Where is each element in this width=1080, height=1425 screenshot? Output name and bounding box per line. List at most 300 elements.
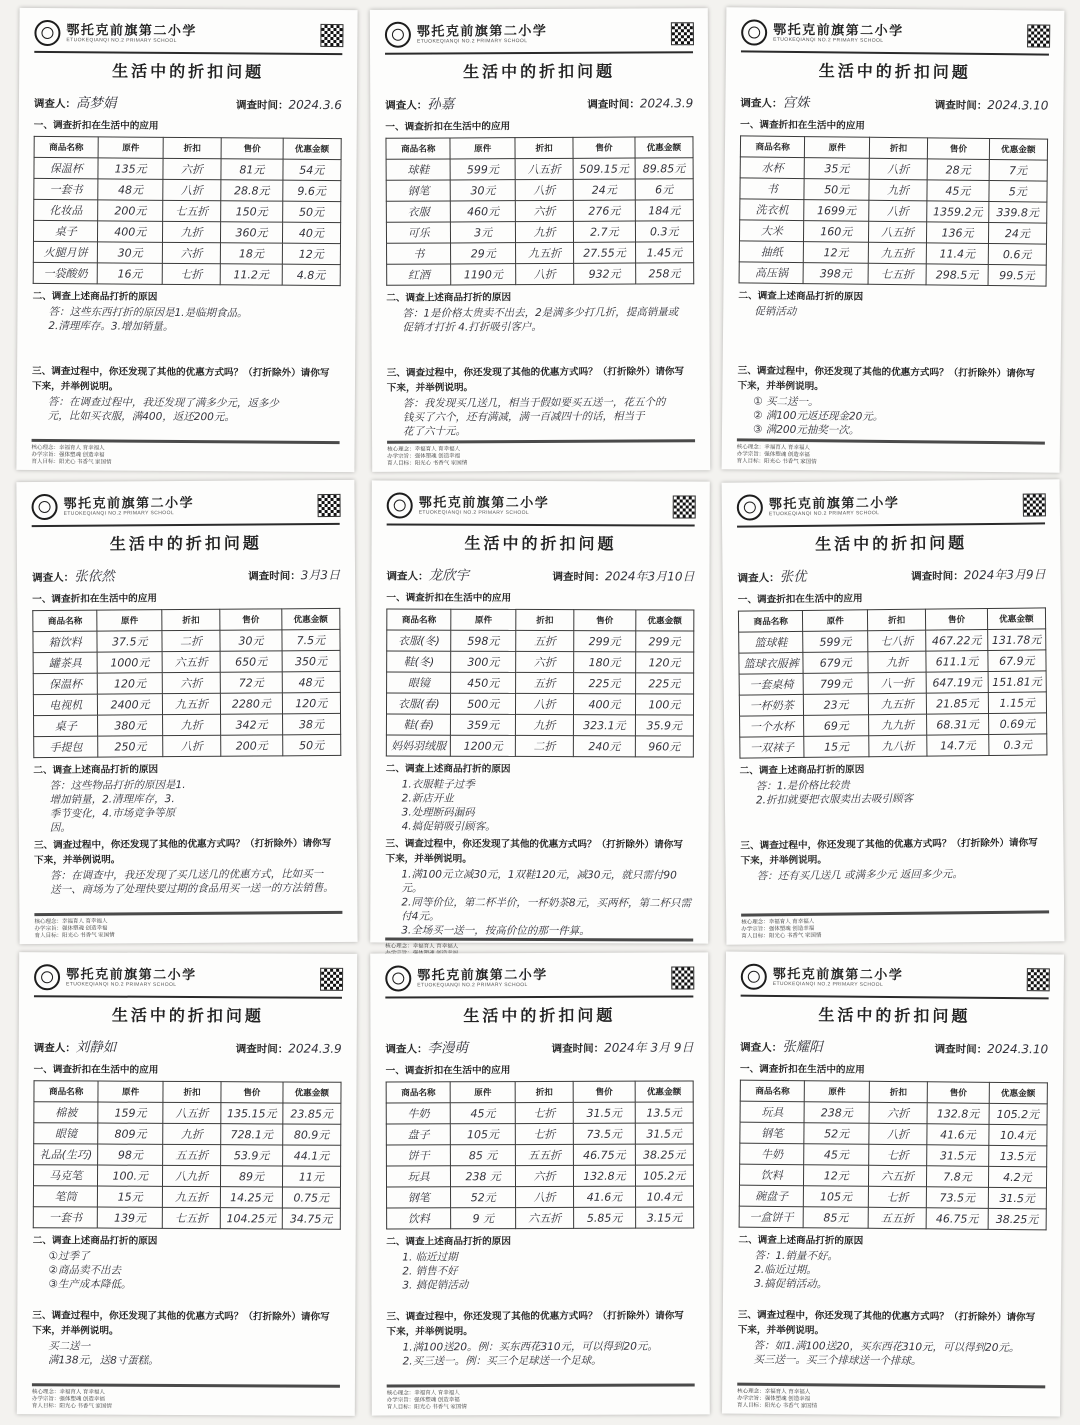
cell-original-price: 398元 [804,263,869,285]
form-title: 生活中的折扣问题 [111,1007,264,1026]
survey-meta-row [32,563,340,585]
school-name-block [63,495,194,517]
cell-discount: 二折 [162,630,220,651]
column-header-sale-price: 售价 [221,138,283,159]
column-header-savings: 优惠金额 [635,1081,693,1102]
products-table-body [386,1102,693,1229]
cell-product-name: 妈妈羽绒服 [386,735,451,756]
cell-sale-price: 650元 [220,651,282,672]
cell-product-name: 篮球鞋 [739,631,804,653]
investigator-name: 孙嘉 [427,96,455,113]
answer-line: 3.全场买一送一，按高价位的那一件算。 [401,924,590,938]
cell-sale-price: 46.75元 [574,1144,635,1165]
qr-code-icon [672,967,693,988]
time-label: 调查时间： [235,100,289,112]
cell-sale-price: 72元 [220,672,282,693]
answer-line: ① 买二送一。 [753,395,819,409]
cell-discount: 九八折 [869,735,928,757]
column-header-savings: 优惠金额 [989,1082,1048,1104]
column-header-discount: 折扣 [869,1081,928,1103]
cell-savings: 0.75元 [282,1187,340,1208]
school-subtitle: ETUOKEQIANQI NO.2 PRIMARY SCHOOL [66,36,177,44]
school-name: 鄂托克前旗第二小学 [417,966,548,982]
section3-heading-line1: 三、调查过程中，你还发现了其他的优惠方式吗？（打折除外）请你写 [385,838,683,851]
cell-sale-price: 647.19元 [926,672,988,694]
column-header-discount: 折扣 [869,137,928,159]
investigator-label: 调查人： [740,98,783,110]
column-header-product-name: 商品名称 [386,1082,451,1103]
answer-line: ①过季了 [48,1250,90,1263]
answer-line: 2.临近过期。 [754,1263,817,1277]
cell-savings: 13.5元 [988,1145,1047,1167]
products-table [33,136,342,286]
answer-line: 花了六十元。 [402,425,467,438]
answer-line: 2.买三送一。例：买三个足球送一个足球。 [402,1354,602,1368]
table-row [387,651,694,673]
cell-sale-price: 150元 [221,201,283,222]
cell-original-price: 98元 [98,1144,163,1165]
cell-sale-price: 225元 [574,673,635,694]
table-row [33,671,340,694]
section2-heading: 二、调查上述商品打折的原因 [386,292,512,304]
cell-sale-price: 135.15元 [221,1103,282,1124]
cell-savings: 38.25元 [988,1208,1047,1230]
school-name-block [417,23,548,45]
products-table-body [33,1102,341,1230]
cell-savings: 120元 [282,692,340,713]
cell-discount: 八折 [869,1123,928,1145]
table-row [386,714,693,736]
cell-product-name: 盘子 [386,1124,451,1145]
footer-line: 育人目标：阳光心 书香气 家国情 [34,932,115,940]
column-header-sale-price: 售价 [927,1082,989,1104]
cell-product-name: 一双袜子 [740,736,805,758]
time-label: 调查时间： [235,1044,289,1056]
cell-discount: 九五折 [515,242,573,263]
cell-discount: 九折 [162,714,220,735]
cell-savings: 54元 [283,159,341,180]
cell-product-name: 桌子 [33,220,98,241]
cell-discount: 七折 [869,1144,928,1166]
products-table [739,1080,1048,1231]
section1-heading: 一、调查折扣在生活中的应用 [33,119,159,132]
cell-original-price: 160元 [804,221,869,243]
cell-discount: 八折 [163,735,221,756]
cell-savings: 120元 [635,652,693,673]
school-emblem-icon [737,494,763,520]
cell-original-price: 29元 [451,243,516,264]
section1-heading: 一、调查折扣在生活中的应用 [33,1064,159,1076]
cell-original-price: 3元 [451,222,516,243]
cell-product-name: 饮料 [387,1208,452,1229]
worksheet-card [370,952,710,1415]
cell-savings: 960元 [635,736,693,757]
cell-product-name: 高压锅 [739,262,804,284]
column-header-savings: 优惠金额 [989,139,1048,161]
cell-sale-price: 7.8元 [927,1166,989,1188]
column-header-original-price: 原件 [805,1081,870,1103]
footer-line: 核心理念：幸福育人 育幸福人 [31,444,105,452]
cell-product-name: 箱饮料 [33,631,98,652]
time-label: 调查时间： [911,571,964,583]
cell-discount: 七折 [515,1102,573,1123]
table-row [386,1123,693,1145]
column-header-savings: 优惠金额 [283,1082,341,1103]
answer-line: 1.衣服鞋子过季 [401,778,475,791]
table-row [34,734,341,757]
investigator-label: 调查人： [33,98,76,111]
cell-discount: 五折 [516,672,574,693]
section2-answer [756,776,1049,833]
table-row [33,220,340,243]
cell-original-price: 48元 [98,179,163,200]
survey-meta-row [740,1035,1048,1058]
answer-line: 买二送一 [48,1340,91,1353]
section3-heading-line1: 三、调查过程中，你还发现了其他的优惠方式吗？（打折除外）请你写 [737,365,1036,380]
worksheet-footer [32,1383,340,1412]
cell-sale-price: 28元 [927,159,989,181]
cell-product-name: 红酒 [387,264,452,285]
table-row [386,200,693,223]
cell-savings: 4.8元 [282,264,340,285]
time-value: 2024.3.6 [288,97,342,113]
school-name-block [773,22,904,44]
cell-sale-price: 728.1元 [221,1124,282,1145]
answer-line: 增加销量，2.清理库存，3. [49,793,175,806]
footer-line: 办学宗旨：强体塑魂 创造幸福 [737,1395,811,1403]
footer-line: 办学宗旨：强体塑魂 创造幸福 [31,451,105,459]
table-row [386,179,693,202]
cell-sale-price: 360元 [221,222,283,243]
cell-original-price: 799元 [804,673,869,695]
answer-line: ③生产成本降低。 [48,1278,132,1291]
cell-sale-price: 89元 [221,1166,282,1187]
cell-discount: 九五折 [868,242,927,264]
cell-product-name: 衣服(春) [386,693,451,714]
table-row [386,1102,693,1124]
section3-answer [403,1339,695,1384]
table-row [387,1207,694,1229]
header-rule [34,51,342,55]
cell-sale-price: 28.8元 [221,180,283,201]
cell-savings: 38.25元 [635,1144,693,1165]
answer-line: 3.处理断码漏码 [401,806,475,819]
school-name: 鄂托克前旗第二小学 [418,494,550,510]
cell-discount: 六折 [515,200,573,221]
cell-savings: 184元 [635,200,693,221]
cell-original-price: 359元 [451,714,516,735]
footer-line: 办学宗旨：强体塑魂 创造幸福 [34,925,108,933]
cell-original-price: 599元 [803,631,868,653]
school-emblem-icon [385,965,411,991]
table-header-row [34,136,341,159]
cell-sale-price: 68.31元 [927,714,989,736]
worksheet-card [16,480,357,944]
products-table-body [739,629,1047,758]
cell-savings: 99.5元 [988,264,1047,286]
answer-line: 钱买了六个，还有满减，满一百减四十的话，相当于 [402,410,645,424]
worksheet-header [34,20,342,48]
school-emblem-icon [34,20,60,46]
cell-sale-price: 2.7元 [574,221,635,242]
cell-product-name: 玩具 [386,1166,451,1187]
table-row [386,735,693,757]
cell-sale-price: 467.22元 [926,630,988,652]
column-header-discount: 折扣 [515,1081,573,1102]
cell-discount: 八折 [515,179,573,200]
cell-savings: 11元 [282,1166,340,1187]
cell-discount: 八一折 [868,672,927,694]
column-header-product-name: 商品名称 [740,1080,805,1102]
cell-discount: 六折 [162,242,220,263]
footer-line: 办学宗旨：强体塑魂 创造幸福 [387,453,461,460]
time-label: 调查时间： [934,1044,988,1056]
cell-savings: 1.15元 [988,692,1047,714]
school-emblem-inner [392,972,404,984]
section3-answer [757,866,1049,913]
section2-answer [754,305,1047,362]
table-row [33,262,340,285]
cell-sale-price: 30元 [220,630,282,651]
table-row [739,262,1046,286]
cell-original-price: 500元 [451,693,516,714]
cell-savings: 89.85元 [635,158,693,179]
cell-savings: 10.4元 [635,1186,693,1207]
cell-sale-price: 11.4元 [927,243,989,265]
cell-discount: 九折 [163,1123,221,1144]
cell-savings: 50元 [282,201,340,222]
cell-original-price: 238 元 [451,1166,516,1187]
cell-discount: 八折 [515,693,573,714]
meta-spacer [809,107,934,108]
cell-savings: 13.5元 [635,1102,693,1123]
column-header-product-name: 商品名称 [34,1081,99,1102]
cell-discount: 五五折 [515,1144,573,1165]
cell-sale-price: 24元 [573,179,634,200]
investigator-name: 龙欣宇 [428,567,470,584]
cell-savings: 131.78元 [987,629,1046,651]
section3-heading-line2: 下来，并举例说明。 [737,1324,825,1337]
table-row [33,629,340,652]
cell-product-name: 书 [387,243,452,264]
products-table-body [739,157,1047,286]
section1-heading: 一、调查折扣在生活中的应用 [737,593,863,606]
cell-product-name: 一盒饼干 [739,1206,804,1228]
cell-product-name: 大米 [739,220,804,242]
worksheet-header [34,964,342,992]
section3-heading-line2: 下来，并举例说明。 [385,853,472,865]
school-emblem-inner [394,499,406,511]
products-table [386,1080,695,1229]
footer-rule [385,937,693,941]
cell-product-name: 牛奶 [740,1143,805,1165]
time-value: 2024.3.10 [987,97,1049,113]
answer-line: 促销活动 [754,305,797,318]
cell-discount: 二折 [515,735,573,756]
section2-heading: 二、调查上述商品打折的原因 [32,1235,158,1247]
cell-product-name: 碗盘子 [739,1185,804,1207]
cell-product-name: 水杯 [740,157,805,179]
cell-product-name: 化妆品 [34,199,99,220]
investigator-label: 调查人： [33,1043,76,1055]
cell-product-name: 洗衣机 [740,199,805,221]
section2-heading: 二、调查上述商品打折的原因 [738,290,864,303]
section3-answer [48,395,340,441]
time-label: 调查时间： [934,100,988,112]
cell-product-name: 马克笔 [33,1165,98,1186]
cell-discount: 六折 [515,1165,573,1186]
cell-discount: 九五折 [868,693,927,715]
cell-product-name: 罐茶具 [33,652,98,673]
cell-discount: 七折 [868,1186,927,1208]
school-name: 鄂托克前旗第二小学 [66,21,198,38]
cell-sale-price: 14.25元 [221,1187,282,1208]
products-table-body [386,158,694,286]
table-row [34,713,341,736]
footer-line: 核心理念：幸福育人 育幸福人 [387,446,461,453]
section2-answer [49,777,341,833]
cell-discount: 六五折 [516,1207,574,1228]
time-value: 2024年3月10日 [604,569,695,584]
column-header-savings: 优惠金额 [283,138,341,159]
cell-product-name: 可乐 [386,222,451,243]
qr-code-icon [1024,494,1045,515]
cell-sale-price: 240元 [574,736,635,757]
cell-discount: 七折 [515,1123,573,1144]
cell-discount: 七八折 [868,630,927,652]
cell-product-name: 篮球衣服裤 [739,652,804,674]
answer-line: 答：这些物品打折的原因是1. [49,779,186,792]
cell-product-name: 桌子 [34,715,99,736]
investigator-name: 刘静如 [75,1039,117,1056]
answer-line: 元，比如买衣服，满400，返还200元。 [47,410,235,424]
cell-savings: 35.9元 [635,715,693,736]
cell-original-price: 238元 [805,1102,870,1124]
footer-rule [387,439,695,444]
table-row [740,1143,1047,1167]
products-table [32,608,341,758]
school-subtitle: ETUOKEQIANQI NO.2 PRIMARY SCHOOL [773,36,884,44]
section1-heading: 一、调查折扣在生活中的应用 [385,121,511,133]
investigator-label: 调查人： [740,1042,783,1055]
cell-savings: 31.5元 [988,1187,1047,1209]
cell-sale-price: 136元 [927,222,989,244]
products-table [385,136,694,286]
cell-original-price: 1699元 [804,200,869,222]
time-value: 2024.3.10 [987,1041,1049,1057]
section3-heading-line2: 下来，并举例说明。 [386,382,474,394]
products-table [33,1080,342,1230]
table-header-row [386,1081,693,1103]
cell-sale-price: 53.9元 [221,1145,282,1166]
cell-product-name: 火腿月饼 [33,241,98,262]
cell-sale-price: 41.6元 [574,1186,635,1207]
footer-rule [32,1383,340,1388]
school-name-block [769,495,900,517]
time-label: 调查时间： [248,571,301,583]
school-subtitle: ETUOKEQIANQI NO.2 PRIMARY SCHOOL [418,509,530,516]
footer-line: 办学宗旨：强体塑魂 创造幸福 [386,1397,460,1404]
table-row [740,1122,1047,1146]
school-name: 鄂托克前旗第二小学 [773,21,904,38]
cell-original-price: 16元 [98,263,163,284]
column-header-sale-price: 售价 [573,137,634,158]
section2-heading: 二、调查上述商品打折的原因 [385,763,511,775]
cell-savings: 10.4元 [988,1124,1047,1146]
column-header-discount: 折扣 [515,137,573,158]
form-title: 生活中的折扣问题 [463,1007,616,1026]
cell-savings: 299元 [635,631,693,652]
section2-heading: 二、调查上述商品打折的原因 [739,764,865,777]
worksheet-card [17,952,357,1416]
footer-line: 育人目标：阳光心 书香气 家国情 [737,1402,818,1410]
cell-sale-price: 509.15元 [573,158,634,179]
section3-heading-line2: 下来，并举例说明。 [740,854,827,867]
footer-line: 育人目标：阳光心 书香气 家国情 [31,1403,112,1410]
table-header-row [33,608,340,631]
cell-sale-price: 41.6元 [927,1124,989,1146]
cell-discount: 九折 [515,221,573,242]
products-table-body [33,629,341,757]
footer-rule [387,1383,695,1387]
section3-heading-line2: 下来，并举例说明。 [386,1326,473,1338]
investigator-name: 宫姝 [782,94,810,112]
column-header-sale-price: 售价 [221,1082,282,1103]
answer-line: 1.满100元立减30元，1双鞋120元，减30元，就只需付90元。 [401,868,677,895]
cell-original-price: 12元 [804,242,869,264]
section1-heading: 一、调查折扣在生活中的应用 [386,592,512,604]
answer-line: 3. 搞促销活动 [402,1279,469,1292]
table-row [387,263,694,286]
investigator-label: 调查人： [386,571,429,583]
investigator-name: 张依然 [73,568,115,585]
time-value: 2024.3.9 [639,96,694,111]
cell-original-price: 52元 [451,1187,516,1208]
footer-line: 育人目标：阳光心 书香气 家国情 [741,932,822,940]
cell-savings: 1.45元 [635,242,693,263]
cell-original-price: 45元 [804,1144,869,1166]
cell-original-price: 30元 [451,180,516,201]
footer-line: 核心理念：幸福育人 育幸福人 [385,943,459,950]
cell-savings: 5元 [989,180,1048,202]
cell-product-name: 球鞋 [386,159,451,180]
column-header-discount: 折扣 [516,609,574,630]
column-header-discount: 折扣 [867,609,926,631]
school-emblem-icon [385,22,411,48]
cell-product-name: 笔筒 [33,1186,98,1207]
header-rule [385,995,693,998]
cell-savings: 38元 [282,713,340,734]
section3-answer [48,1339,340,1385]
table-row [386,221,693,244]
cell-savings: 0.3元 [988,734,1047,756]
table-header-row [740,1080,1047,1104]
cell-original-price: 1200元 [451,735,516,756]
cell-discount: 八折 [515,1186,573,1207]
cell-original-price: 250元 [98,736,163,757]
cell-product-name: 礼品(生巧) [34,1144,99,1165]
cell-sale-price: 400元 [574,694,635,715]
cell-discount: 八折 [163,179,221,200]
cell-sale-price: 5.85元 [574,1207,635,1228]
table-row [387,672,694,694]
school-emblem-icon [741,19,767,45]
section3-answer [753,395,1045,442]
section3-heading-line1: 三、调查过程中，你还发现了其他的优惠方式吗？（打折除外）请你写 [33,837,332,852]
column-header-product-name: 商品名称 [738,610,803,632]
cell-original-price: 12元 [804,1165,869,1187]
cell-original-price: 1000元 [98,652,163,673]
